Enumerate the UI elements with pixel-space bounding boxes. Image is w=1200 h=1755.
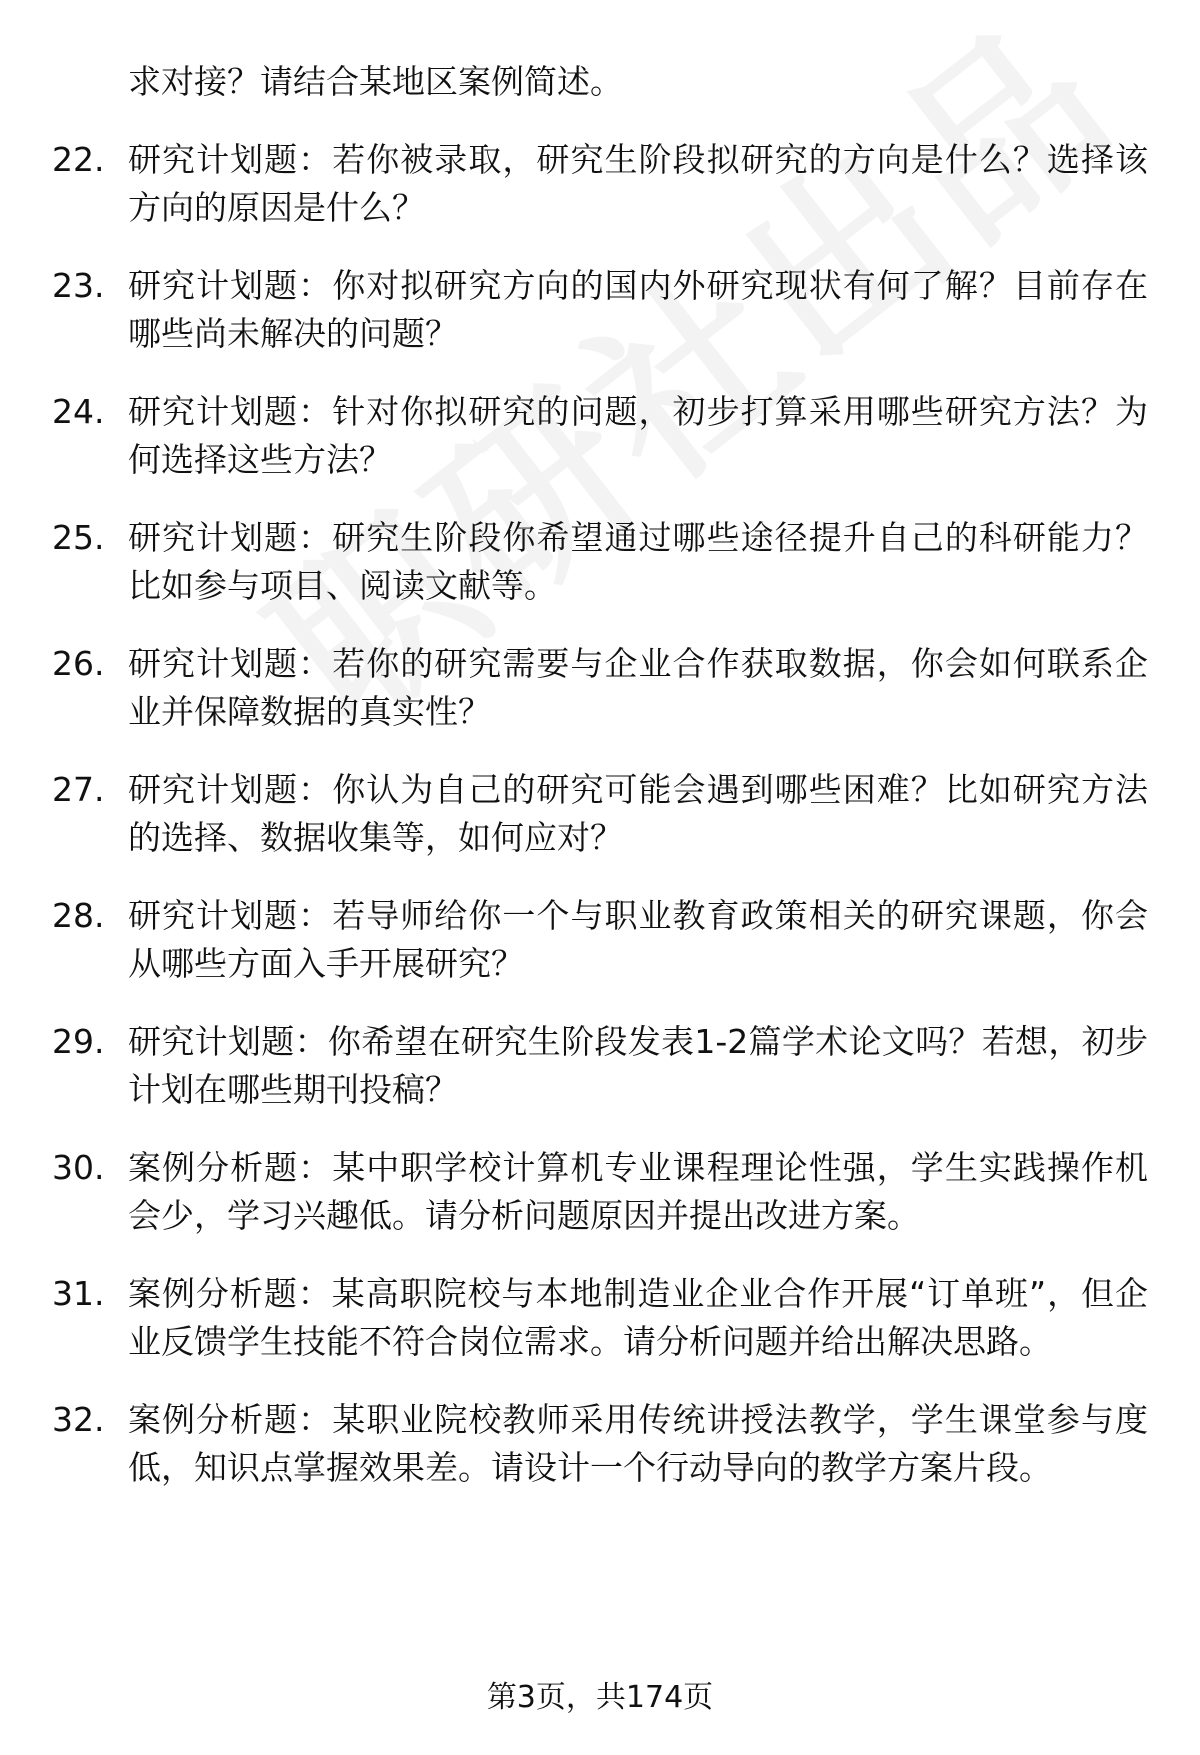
- page-footer: 第3页，共174页: [486, 1680, 714, 1715]
- question-number: 32.: [52, 1400, 105, 1439]
- question-number: 30.: [52, 1148, 105, 1187]
- question-item: [52, 766, 1148, 862]
- question-item: [52, 640, 1148, 736]
- question-item: [52, 388, 1148, 484]
- question-number: 23.: [52, 266, 105, 305]
- question-text: 研究计划题：若导师给你一个与职业教育政策相关的研究课题，你会从哪些方面入手开展研究？: [128, 896, 1148, 983]
- continuation-text: 求对接？请结合某地区案例简述。: [128, 62, 623, 101]
- question-number: 29.: [52, 1022, 105, 1061]
- question-text: 案例分析题：某中职学校计算机专业课程理论性强，学生实践操作机会少，学习兴趣低。请分析问题原因并提出改进方案。: [128, 1148, 1148, 1235]
- question-item: [52, 892, 1148, 988]
- question-number: 22.: [52, 140, 105, 179]
- question-number: 27.: [52, 770, 105, 809]
- question-number: 28.: [52, 896, 105, 935]
- question-number: 26.: [52, 644, 105, 683]
- question-item: [52, 1018, 1148, 1114]
- question-number: 25.: [52, 518, 105, 557]
- page-content: [52, 58, 1148, 1522]
- question-item: [52, 1144, 1148, 1240]
- question-item: [52, 136, 1148, 232]
- question-text: 研究计划题：若你的研究需要与企业合作获取数据，你会如何联系企业并保障数据的真实性？: [128, 644, 1148, 731]
- question-text: 案例分析题：某职业院校教师采用传统讲授法教学，学生课堂参与度低，知识点掌握效果差。请设计一个行动导向的教学方案片段。: [128, 1400, 1148, 1487]
- question-text: 研究计划题：你希望在研究生阶段发表1-2篇学术论文吗？若想，初步计划在哪些期刊投稿？: [128, 1022, 1148, 1109]
- question-text: 研究计划题：若你被录取，研究生阶段拟研究的方向是什么？选择该方向的原因是什么？: [128, 140, 1148, 227]
- question-number: 24.: [52, 392, 105, 431]
- question-text: 研究计划题：针对你拟研究的问题，初步打算采用哪些研究方法？为何选择这些方法？: [128, 392, 1148, 479]
- question-number: 31.: [52, 1274, 105, 1313]
- question-list: [52, 136, 1148, 1492]
- question-text: 案例分析题：某高职院校与本地制造业企业合作开展“订单班”，但企业反馈学生技能不符合岗位需求。请分析问题并给出解决思路。: [128, 1274, 1148, 1361]
- question-text: 研究计划题：你认为自己的研究可能会遇到哪些困难？比如研究方法的选择、数据收集等，如何应对？: [128, 770, 1148, 857]
- question-item: [52, 1270, 1148, 1366]
- question-item: [52, 1396, 1148, 1492]
- question-text: 研究计划题：你对拟研究方向的国内外研究现状有何了解？目前存在哪些尚未解决的问题？: [128, 266, 1148, 353]
- question-item: [52, 262, 1148, 358]
- question-text: 研究计划题：研究生阶段你希望通过哪些途径提升自己的科研能力？比如参与项目、阅读文献等。: [128, 518, 1148, 605]
- question-item: [52, 514, 1148, 610]
